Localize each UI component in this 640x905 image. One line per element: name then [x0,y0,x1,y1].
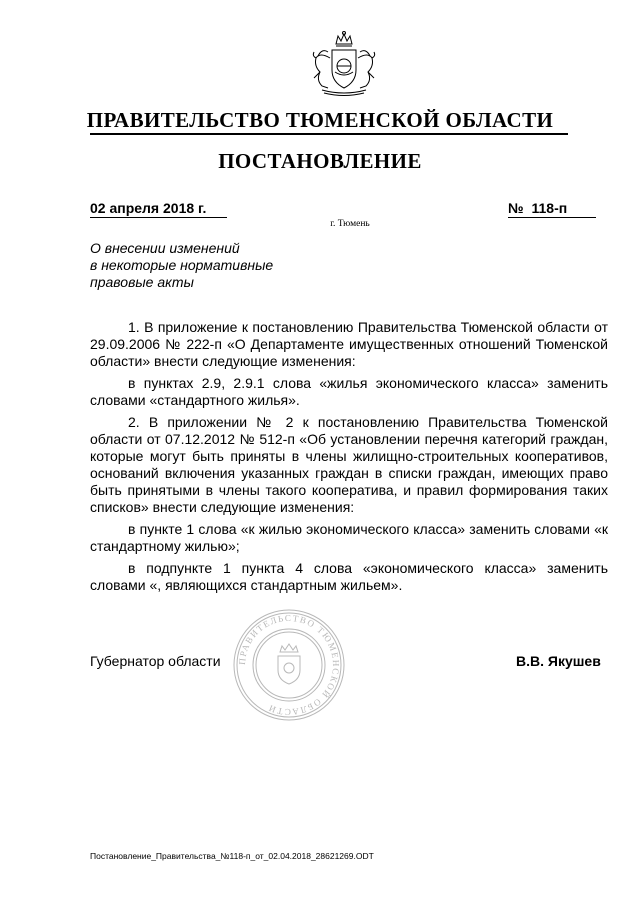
number-value: 118-п [531,200,568,216]
body-paragraph: в подпункте 1 пункта 4 слова «экономического класса» заменить словами «, являющихся стандартным жильем». [90,560,608,593]
subject-line: правовые акты [90,274,194,290]
document-body [90,319,608,599]
body-paragraph: 1. В приложение к постановлению Правительства Тюменской области от 29.09.2006 № 222-п «О Департаменте имущественных отношений Тюменской области» внести следующие изменения: [90,319,608,369]
signer-name: В.В. Якушев [516,653,601,669]
government-title: ПРАВИТЕЛЬСТВО ТЮМЕНСКОЙ ОБЛАСТИ [86,108,554,132]
body-paragraph: 2. В приложении № 2 к постановлению Правительства Тюменской области от 07.12.2012 № 512-п «Об установлении перечня категорий граждан, которые могут быть приняты в члены жилищно-строительных кооперативов, оснований включения указанных граждан в списки граждан, имеющих право быть принятыми в члены такого кооператива, и правил формирования таких списков» внести следующие изменения: [90,414,608,515]
subject-line: в некоторые нормативные [90,257,274,273]
official-seal-icon [232,608,346,722]
document-number [508,200,596,218]
body-paragraph: в пункте 1 слова «к жилью экономического класса» заменить словами «к стандартному жилью»; [90,521,608,554]
signer-title: Губернатор области [90,653,221,669]
title-underline [90,133,568,135]
document-city: г. Тюмень [330,219,370,229]
number-prefix: № [508,200,524,216]
stamp-text: ПРАВИТЕЛЬСТВО ТЮМЕНСКОЙ ОБЛАСТИ [236,612,342,718]
document-subject [90,240,320,291]
body-paragraph: в пунктах 2.9, 2.9.1 слова «жилья экономического класса» заменить словами «стандартного жилья». [90,375,608,408]
footer-filename: Постановление_Правительства_№118-п_от_02.04.2018_28621269.ODT [90,851,374,861]
coat-of-arms-icon [304,28,384,98]
subject-line: О внесении изменений [90,240,240,256]
document-type-heading: ПОСТАНОВЛЕНИЕ [218,149,422,173]
document-date: 02 апреля 2018 г. [90,200,227,218]
